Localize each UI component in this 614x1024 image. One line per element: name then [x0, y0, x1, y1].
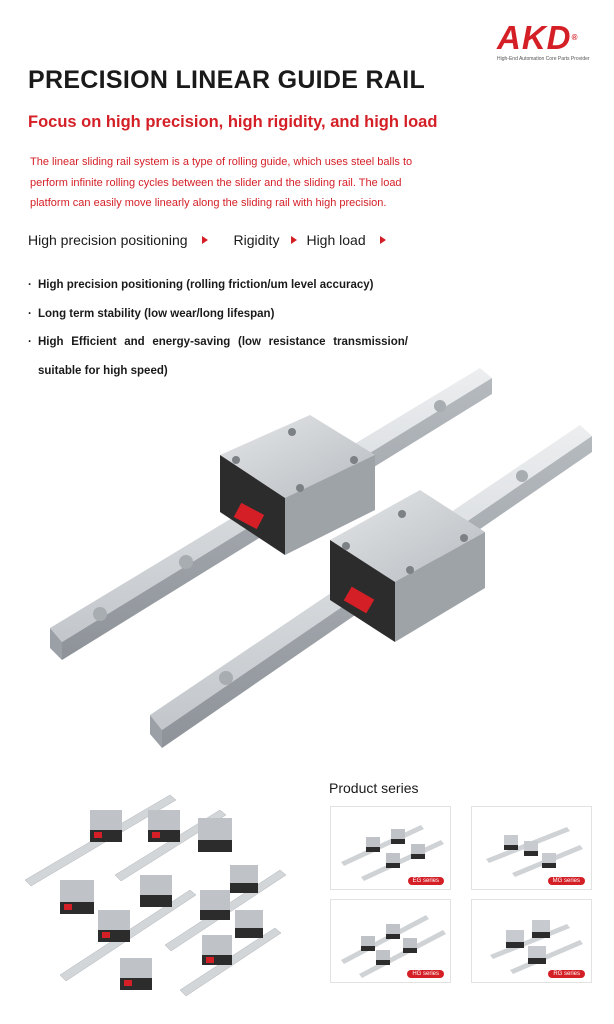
intro-paragraph: The linear sliding rail system is a type of rolling guide, which uses steel balls to perform infinite rolling cycles between the slider and the sliding rail. The load platform can easily move linearly along the sliding rail with high precision. — [30, 156, 413, 209]
page-title: PRECISION LINEAR GUIDE RAIL — [28, 66, 426, 94]
list-item — [28, 271, 408, 300]
series-label: EG series — [408, 877, 444, 885]
feature-rigidity: Rigidity — [233, 232, 280, 248]
list-item-text: suitable for high speed) — [38, 364, 168, 377]
bullet-dot-icon: · — [28, 336, 32, 348]
feature-precision: High precision positioning — [28, 232, 188, 248]
page-subtitle: Focus on high precision, high rigidity, and high load — [28, 113, 438, 131]
series-card-hg[interactable] — [330, 899, 451, 983]
list-item — [28, 300, 408, 329]
registered-mark: ® — [571, 33, 579, 42]
arrow-right-icon — [291, 236, 297, 244]
logo-tagline: High-End Automation Core Parts Provider — [497, 56, 590, 62]
feature-strip — [28, 232, 386, 248]
list-item — [28, 328, 408, 357]
bullet-dot-icon: · — [28, 307, 32, 320]
list-item-text: High precision positioning (rolling friction/um level accuracy) — [38, 279, 374, 291]
series-card-eg[interactable] — [330, 806, 451, 890]
list-item-text: High Efficient and energy-saving (low resistance transmission/ — [38, 336, 408, 348]
bullet-dot-spacer — [28, 357, 38, 386]
list-item-text: Long term stability (low wear/long lifespan) — [38, 307, 275, 320]
logo-name: AKD — [497, 19, 572, 56]
series-label: RG series — [548, 970, 585, 978]
series-card-rg[interactable] — [471, 899, 592, 983]
product-series-heading: Product series — [329, 780, 419, 796]
series-label: MG series — [548, 877, 585, 885]
brand-logo — [497, 19, 597, 62]
arrow-right-icon — [380, 236, 386, 244]
linear-guide-hero-image — [40, 360, 600, 760]
bullet-dot-icon: · — [28, 279, 32, 291]
series-label: HG series — [407, 970, 444, 978]
feature-high-load: High load — [306, 232, 366, 248]
logo-wordmark — [497, 19, 597, 56]
series-card-mg[interactable] — [471, 806, 592, 890]
arrow-right-icon — [202, 236, 208, 244]
product-group-image — [20, 780, 290, 1000]
